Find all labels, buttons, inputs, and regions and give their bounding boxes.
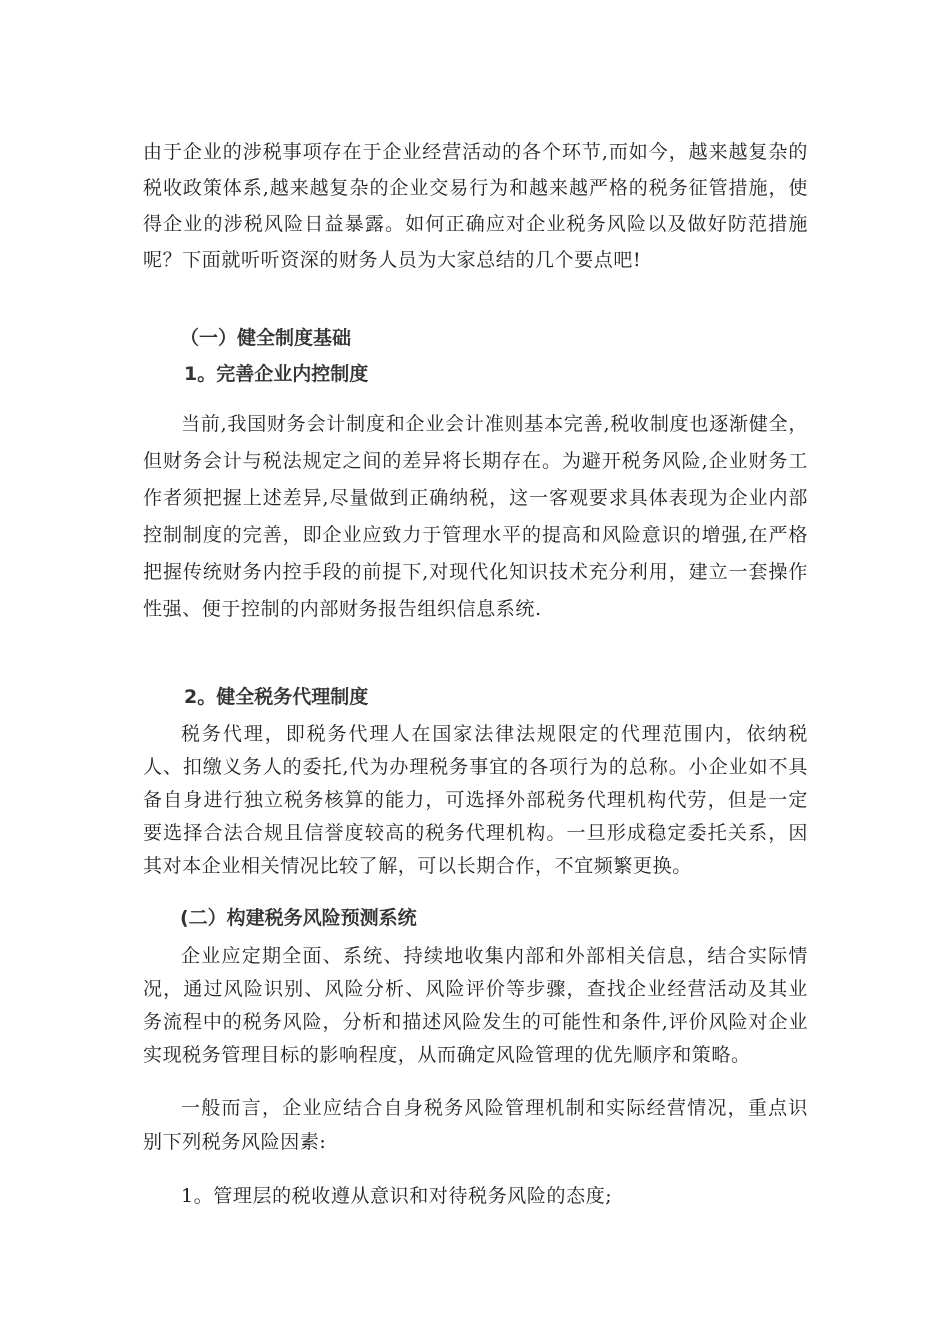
risk-factors-intro-paragraph: 一般而言，企业应结合自身税务风险管理机制和实际经营情况，重点识别下列税务风险因素: — [143, 1097, 808, 1153]
subsection-2-heading: 2。健全税务代理制度 — [184, 686, 369, 708]
intro-paragraph: 由于企业的涉税事项存在于企业经营活动的各个环节,而如今，越来越复杂的税收政策体系,越来越复杂的企业交易行为和越来越严格的税务征管措施，使得企业的涉税风险日益暴露。如何正确应对企业税务风险以及做好防范措施呢？下面就听听资深的财务人员为大家总结的几个要点吧! — [143, 141, 808, 271]
subsection-1-paragraph: 当前,我国财务会计制度和企业会计准则基本完善,税收制度也逐渐健全，但财务会计与税法规定之间的差异将长期存在。为避开税务风险,企业财务工作者须把握上述差异,尽量做到正确纳税，这一客观要求具体表现为企业内部控制制度的完善，即企业应致力于管理水平的提高和风险意识的增强,在严格把握传统财务内控手段的前提下,对现代化知识技术充分利用，建立一套操作性强、便于控制的内部财务报告组织信息系统. — [143, 413, 808, 620]
section-2-heading: (二）构建税务风险预测系统 — [180, 907, 417, 929]
subsection-1-heading: 1。完善企业内控制度 — [184, 363, 369, 385]
risk-factor-item-1: 1。管理层的税收遵从意识和对待税务风险的态度; — [181, 1185, 613, 1207]
section-1-heading: （一）健全制度基础 — [180, 327, 352, 349]
section-2-paragraph: 企业应定期全面、系统、持续地收集内部和外部相关信息，结合实际情况，通过风险识别、风险分析、风险评价等步骤，查找企业经营活动及其业务流程中的税务风险，分析和描述风险发生的可能性和条件,评价风险对企业实现税务管理目标的影响程度，从而确定风险管理的优先顺序和策略。 — [143, 945, 808, 1066]
subsection-2-paragraph: 税务代理，即税务代理人在国家法律法规限定的代理范围内，依纳税人、扣缴义务人的委托,代为办理税务事宜的各项行为的总称。小企业如不具备自身进行独立税务核算的能力，可选择外部税务代理机构代劳，但是一定要选择合法合规且信誉度较高的税务代理机构。一旦形成稳定委托关系，因其对本企业相关情况比较了解，可以长期合作，不宜频繁更换。 — [143, 723, 808, 877]
